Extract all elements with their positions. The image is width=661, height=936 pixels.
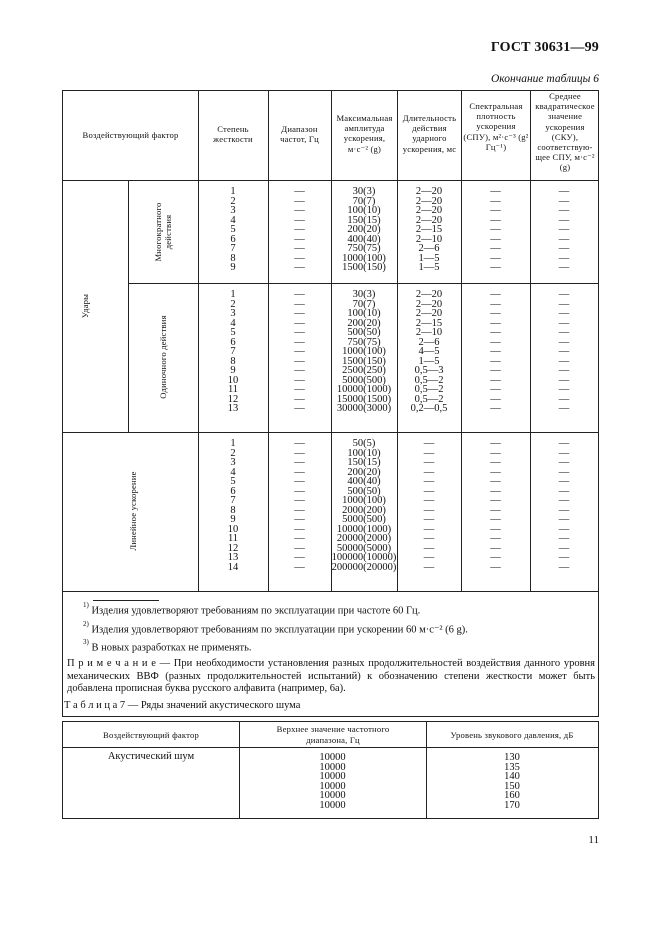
dash-cell: — xyxy=(490,186,501,197)
linear-degree-column xyxy=(198,439,268,572)
dash-cell: — xyxy=(558,438,570,449)
dash-cell: — xyxy=(490,514,501,525)
cell: 10000 xyxy=(319,761,346,773)
dash-cell: — xyxy=(423,447,435,459)
dash-cell: — xyxy=(490,466,501,478)
dash-cell: — xyxy=(294,327,305,338)
cell: 7 xyxy=(230,243,236,254)
cell: 6 xyxy=(230,485,236,497)
cell: 50(5) xyxy=(352,438,376,449)
cell: 5000(500) xyxy=(342,374,386,386)
dash-cell: — xyxy=(423,485,435,497)
header-factor: Воздействующий фактор xyxy=(82,130,179,140)
footnote-text: Изделия удовлетворяют требованиям по эксплуатации при ускорении 60 м·с⁻² (6 g). xyxy=(91,624,468,636)
dash-cell: — xyxy=(294,523,305,535)
cell: 4 xyxy=(230,466,236,478)
dash-cell: — xyxy=(294,205,305,216)
multi-amplitude-column xyxy=(331,187,397,273)
dash-cell: — xyxy=(558,262,570,273)
linear-spu-column xyxy=(461,439,530,572)
cell: 500(50) xyxy=(347,327,381,338)
dash-cell: — xyxy=(294,533,305,544)
cell: 2 xyxy=(230,447,236,459)
cell: 9 xyxy=(230,365,236,376)
dash-cell: — xyxy=(490,523,501,535)
dash-cell: — xyxy=(423,523,435,535)
dash-cell: — xyxy=(294,233,305,245)
dash-cell: — xyxy=(558,552,570,563)
multi-range-column xyxy=(268,187,331,273)
dash-cell: — xyxy=(294,186,305,197)
cell: 100(10) xyxy=(347,308,381,319)
header-spu: Спектральная плотность ускорения (СПУ), м²·с⁻³ (g² Гц⁻¹) xyxy=(463,101,529,152)
cell: 4—5 xyxy=(418,346,440,357)
cell: 11 xyxy=(227,384,239,395)
dash-cell: — xyxy=(558,374,570,386)
dash-cell: — xyxy=(558,308,570,319)
dash-cell: — xyxy=(294,403,305,414)
cell: 30(3) xyxy=(352,289,376,300)
cell: 2—10 xyxy=(415,327,443,338)
cell: 1000(100) xyxy=(342,346,386,357)
dash-cell: — xyxy=(294,447,305,459)
dash-cell: — xyxy=(490,317,501,329)
dash-cell: — xyxy=(558,447,570,459)
dash-cell: — xyxy=(294,262,305,273)
cell: 150(15) xyxy=(347,214,381,226)
cell: 50000(5000) xyxy=(336,542,392,554)
cell: 14 xyxy=(227,561,239,573)
cell: 400(40) xyxy=(347,476,381,487)
table-continuation-label: Окончание таблицы 6 xyxy=(491,73,599,85)
cell: 750(75) xyxy=(347,336,381,348)
dash-cell: — xyxy=(490,252,501,264)
dash-cell: — xyxy=(294,365,305,376)
t7-header-factor: Воздействующий фактор xyxy=(103,730,199,740)
cell: 30000(3000) xyxy=(336,403,392,414)
dash-cell: — xyxy=(294,438,305,449)
dash-cell: — xyxy=(294,289,305,300)
multi-duration-column xyxy=(397,187,461,273)
dash-cell: — xyxy=(558,252,570,264)
cell: 9 xyxy=(230,514,236,525)
dash-cell: — xyxy=(558,393,570,405)
cell: 20000(2000) xyxy=(336,533,392,544)
cell: 0,5—3 xyxy=(414,365,444,376)
dash-cell: — xyxy=(490,495,501,506)
cell: 15000(1500) xyxy=(336,393,392,405)
dash-cell: — xyxy=(294,355,305,367)
dash-cell: — xyxy=(558,186,570,197)
multi-degree-column xyxy=(198,187,268,273)
footnote-text: В новых разработках не применять. xyxy=(91,642,252,654)
dash-cell: — xyxy=(490,289,501,300)
dash-cell: — xyxy=(490,457,501,468)
dash-cell: — xyxy=(490,485,501,497)
dash-cell: — xyxy=(558,355,570,367)
footnote-1 xyxy=(83,603,420,617)
cell: 1—5 xyxy=(418,252,440,264)
cell: 170 xyxy=(504,799,520,811)
dash-cell: — xyxy=(490,561,501,573)
dash-cell: — xyxy=(558,327,570,338)
cell: 2—20 xyxy=(415,298,443,310)
cell: 13 xyxy=(227,552,239,563)
dash-cell: — xyxy=(294,457,305,468)
dash-cell: — xyxy=(294,346,305,357)
dash-cell: — xyxy=(294,504,305,516)
cell: 0,5—2 xyxy=(414,374,444,386)
cell: 3 xyxy=(230,205,236,216)
dash-cell: — xyxy=(490,476,501,487)
dash-cell: — xyxy=(294,393,305,405)
cell: 150(15) xyxy=(347,457,381,468)
footnote-mark: 1) xyxy=(83,601,89,609)
cell: 2—6 xyxy=(418,336,440,348)
dash-cell: — xyxy=(423,514,435,525)
dash-cell: — xyxy=(490,346,501,357)
cell: 2—20 xyxy=(415,289,443,300)
single-spu-column xyxy=(461,290,530,414)
multi-sku-column xyxy=(530,187,598,273)
subgroup-label-single: Одиночного действия xyxy=(158,315,168,399)
dash-cell: — xyxy=(558,533,570,544)
dash-cell: — xyxy=(558,542,570,554)
dash-cell: — xyxy=(558,466,570,478)
dash-cell: — xyxy=(490,552,501,563)
dash-cell: — xyxy=(558,495,570,506)
dash-cell: — xyxy=(294,224,305,235)
table-7-caption: Т а б л и ц а 7 — Ряды значений акустического шума xyxy=(64,700,301,711)
cell: 6 xyxy=(230,233,236,245)
dash-cell: — xyxy=(490,308,501,319)
dash-cell: — xyxy=(294,317,305,329)
cell: 10000(1000) xyxy=(336,523,392,535)
t7-frequency-column xyxy=(239,753,426,810)
cell: 750(75) xyxy=(347,243,381,254)
t7-factor-cell: Акустический шум xyxy=(107,751,195,762)
dash-cell: — xyxy=(490,243,501,254)
cell: 100(10) xyxy=(347,205,381,216)
dash-cell: — xyxy=(490,195,501,207)
dash-cell: — xyxy=(294,476,305,487)
note-label: П р и м е ч а н и е xyxy=(67,658,156,669)
header-degree: Степень жесткости xyxy=(213,124,253,145)
cell: 2500(250) xyxy=(342,365,386,376)
table-6 xyxy=(62,90,599,717)
cell: 11 xyxy=(227,533,239,544)
dash-cell: — xyxy=(558,289,570,300)
cell: 2—20 xyxy=(415,186,443,197)
dash-cell: — xyxy=(490,504,501,516)
cell: 5000(500) xyxy=(342,514,386,525)
cell: 1000(100) xyxy=(342,252,386,264)
table-7 xyxy=(62,721,599,819)
cell: 8 xyxy=(230,504,236,516)
dash-cell: — xyxy=(490,447,501,459)
dash-cell: — xyxy=(558,298,570,310)
cell: 10000 xyxy=(319,771,346,782)
cell: 2—15 xyxy=(415,317,443,329)
dash-cell: — xyxy=(490,336,501,348)
dash-cell: — xyxy=(423,457,435,468)
dash-cell: — xyxy=(294,542,305,554)
cell: 70(7) xyxy=(352,195,376,207)
dash-cell: — xyxy=(294,514,305,525)
dash-cell: — xyxy=(423,495,435,506)
cell: 2—20 xyxy=(415,214,443,226)
dash-cell: — xyxy=(294,308,305,319)
dash-cell: — xyxy=(294,336,305,348)
multi-spu-column xyxy=(461,187,530,273)
t7-header-level: Уровень звукового давления, дБ xyxy=(450,730,574,740)
cell: 2—10 xyxy=(415,233,443,245)
dash-cell: — xyxy=(294,298,305,310)
dash-cell: — xyxy=(423,438,435,449)
dash-cell: — xyxy=(423,542,435,554)
dash-cell: — xyxy=(294,195,305,207)
cell: 100(10) xyxy=(347,447,381,459)
dash-cell: — xyxy=(490,233,501,245)
cell: 2 xyxy=(230,195,236,207)
group-label-linear-acceleration: Линейное ускорение xyxy=(128,471,138,551)
cell: 2 xyxy=(230,298,236,310)
cell: 200(20) xyxy=(347,224,381,235)
footnote-2 xyxy=(83,622,468,636)
dash-cell: — xyxy=(558,365,570,376)
cell: 5 xyxy=(230,476,236,487)
dash-cell: — xyxy=(490,384,501,395)
t7-header-frequency: Верхнее значение частотного диапазона, Гц xyxy=(276,724,390,745)
footnote-divider xyxy=(93,600,159,601)
cell: 10 xyxy=(227,523,239,535)
cell: 2—20 xyxy=(415,205,443,216)
dash-cell: — xyxy=(294,495,305,506)
footnote-mark: 2) xyxy=(83,620,89,628)
cell: 200(20) xyxy=(347,317,381,329)
page-number: 11 xyxy=(588,834,599,846)
standard-number: ГОСТ 30631—99 xyxy=(490,40,599,55)
dash-cell: — xyxy=(294,214,305,226)
dash-cell: — xyxy=(490,214,501,226)
dash-cell: — xyxy=(558,205,570,216)
single-range-column xyxy=(268,290,331,414)
cell: 2—15 xyxy=(415,224,443,235)
subgroup-label-multiple: Многократного действия xyxy=(153,202,173,262)
dash-cell: — xyxy=(423,476,435,487)
cell: 9 xyxy=(230,262,236,273)
cell: 1—5 xyxy=(418,355,440,367)
cell: 30(3) xyxy=(352,186,376,197)
dash-cell: — xyxy=(423,504,435,516)
linear-amplitude-column xyxy=(331,439,397,572)
cell: 10000 xyxy=(319,752,346,763)
header-max-amplitude: Максимальная амплитуда ускорения, м·с⁻² (g) xyxy=(336,113,393,154)
cell: 0,5—2 xyxy=(414,384,444,395)
t7-level-column xyxy=(426,753,598,810)
dash-cell: — xyxy=(558,476,570,487)
dash-cell: — xyxy=(558,485,570,497)
dash-cell: — xyxy=(558,514,570,525)
cell: 150 xyxy=(504,780,520,792)
single-duration-column xyxy=(397,290,461,414)
dash-cell: — xyxy=(558,224,570,235)
footnote-3 xyxy=(83,640,252,654)
cell: 3 xyxy=(230,457,236,468)
dash-cell: — xyxy=(294,243,305,254)
header-duration: Длительность действия ударного ускорения, мс xyxy=(402,113,457,154)
linear-range-column xyxy=(268,439,331,572)
dash-cell: — xyxy=(294,384,305,395)
cell: 10000 xyxy=(319,780,346,792)
cell: 8 xyxy=(230,355,236,367)
single-amplitude-column xyxy=(331,290,397,414)
dash-cell: — xyxy=(558,504,570,516)
cell: 135 xyxy=(504,761,520,773)
cell: 2—20 xyxy=(415,308,443,319)
cell: 2—6 xyxy=(418,243,440,254)
dash-cell: — xyxy=(490,438,501,449)
dash-cell: — xyxy=(423,533,435,544)
cell: 1 xyxy=(230,186,236,197)
cell: 12 xyxy=(227,393,239,405)
cell: 130 xyxy=(504,752,520,763)
cell: 6 xyxy=(230,336,236,348)
cell: 3 xyxy=(230,308,236,319)
dash-cell: — xyxy=(558,457,570,468)
dash-cell: — xyxy=(490,403,501,414)
cell: 2000(200) xyxy=(342,504,386,516)
dash-cell: — xyxy=(490,327,501,338)
cell: 1500(150) xyxy=(342,262,386,273)
footnote-text: Изделия удовлетворяют требованиям по эксплуатации при частоте 60 Гц. xyxy=(91,605,421,617)
single-degree-column xyxy=(198,290,268,414)
cell: 1500(150) xyxy=(342,355,386,367)
dash-cell: — xyxy=(558,243,570,254)
dash-cell: — xyxy=(558,403,570,414)
cell: 4 xyxy=(230,317,236,329)
cell: 0,2—0,5 xyxy=(410,403,448,414)
cell: 200000(20000) xyxy=(331,561,397,573)
cell: 140 xyxy=(504,771,520,782)
cell: 1 xyxy=(230,289,236,300)
cell: 7 xyxy=(230,495,236,506)
cell: 4 xyxy=(230,214,236,226)
dash-cell: — xyxy=(423,561,435,573)
dash-cell: — xyxy=(558,561,570,573)
dash-cell: — xyxy=(490,205,501,216)
note-text: — При необходимости установления разных продолжительностей воздействия данного уровня механических ВВФ (разных продолжительностей испытаний) к обозначению степени жесткости может быть добавлена прописная буква русского алфавита (например, 6а). xyxy=(67,658,595,694)
header-sku: Среднее квадратическое значение ускорения (СКУ), соответствую-щее СПУ, м·с⁻² (g) xyxy=(535,91,595,173)
dash-cell: — xyxy=(558,523,570,535)
dash-cell: — xyxy=(294,485,305,497)
table-note xyxy=(67,658,595,696)
cell: 200(20) xyxy=(347,466,381,478)
single-sku-column xyxy=(530,290,598,414)
dash-cell: — xyxy=(558,214,570,226)
cell: 500(50) xyxy=(347,485,381,497)
cell: 10000 xyxy=(319,799,346,811)
cell: 400(40) xyxy=(347,233,381,245)
dash-cell: — xyxy=(294,374,305,386)
cell: 1—5 xyxy=(418,262,440,273)
dash-cell: — xyxy=(490,298,501,310)
cell: 70(7) xyxy=(352,298,376,310)
cell: 1000(100) xyxy=(342,495,386,506)
dash-cell: — xyxy=(294,561,305,573)
dash-cell: — xyxy=(490,262,501,273)
cell: 2—20 xyxy=(415,195,443,207)
dash-cell: — xyxy=(558,336,570,348)
cell: 10000(1000) xyxy=(336,384,392,395)
cell: 160 xyxy=(504,790,520,801)
dash-cell: — xyxy=(490,355,501,367)
dash-cell: — xyxy=(490,542,501,554)
group-label-udary: Удары xyxy=(80,293,90,319)
dash-cell: — xyxy=(294,252,305,264)
cell: 5 xyxy=(230,224,236,235)
dash-cell: — xyxy=(558,195,570,207)
cell: 10 xyxy=(227,374,239,386)
dash-cell: — xyxy=(558,346,570,357)
cell: 10000 xyxy=(319,790,346,801)
dash-cell: — xyxy=(490,533,501,544)
dash-cell: — xyxy=(490,365,501,376)
dash-cell: — xyxy=(558,317,570,329)
dash-cell: — xyxy=(423,466,435,478)
cell: 13 xyxy=(227,403,239,414)
dash-cell: — xyxy=(490,224,501,235)
cell: 100000(10000) xyxy=(331,552,397,563)
footnote-mark: 3) xyxy=(83,638,89,646)
dash-cell: — xyxy=(490,393,501,405)
dash-cell: — xyxy=(490,374,501,386)
linear-duration-column xyxy=(397,439,461,572)
dash-cell: — xyxy=(294,466,305,478)
dash-cell: — xyxy=(423,552,435,563)
header-frequency-range: Диапазон частот, Гц xyxy=(280,124,319,145)
cell: 5 xyxy=(230,327,236,338)
linear-sku-column xyxy=(530,439,598,572)
cell: 7 xyxy=(230,346,236,357)
cell: 12 xyxy=(227,542,239,554)
cell: 1 xyxy=(230,438,236,449)
cell: 0,5—2 xyxy=(414,393,444,405)
cell: 8 xyxy=(230,252,236,264)
dash-cell: — xyxy=(294,552,305,563)
dash-cell: — xyxy=(558,233,570,245)
dash-cell: — xyxy=(558,384,570,395)
